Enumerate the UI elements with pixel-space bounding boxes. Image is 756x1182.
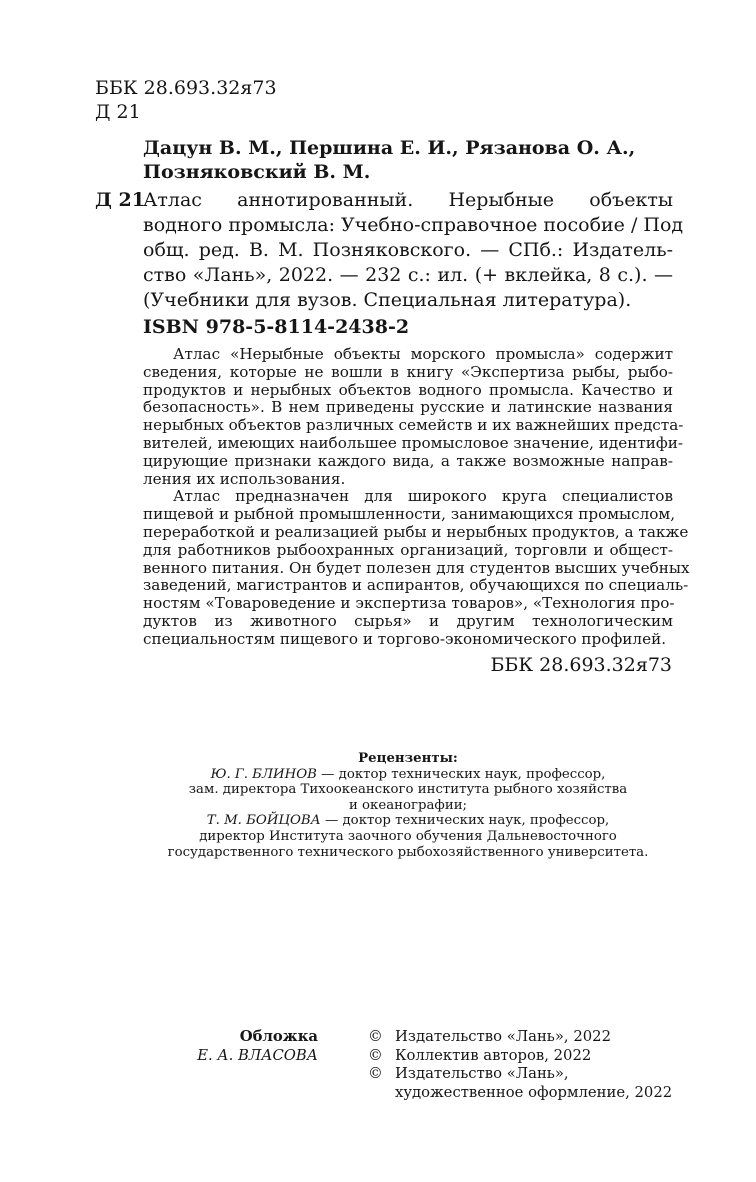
copyright-row [368, 1084, 698, 1103]
isbn: ISBN 978-5-8114-2438-2 [143, 316, 410, 338]
bib-line: Атлас аннотированный. Нерыбные объекты [143, 189, 673, 211]
annotation-line: Атлас «Нерыбные объекты морского промысла» содержит [173, 345, 673, 363]
cover-label: Обложка [239, 1028, 318, 1045]
copyright-row [368, 1065, 698, 1084]
entry-code: Д 21 [95, 189, 145, 211]
annotation-line: дуктов из животного сырья» и другим технологическим [143, 611, 673, 630]
copyright-row [368, 1047, 698, 1066]
annotation-line: продуктов и нерыбных объектов водного промысла. Качество и [143, 380, 673, 399]
reviewer-2 [143, 813, 673, 829]
annotation-line: венного питания. Он будет полезен для студентов высших учебных [143, 558, 690, 577]
bbk-header [95, 76, 277, 124]
bib-line: общ. ред. В. М. Позняковского. — СПб.: Издатель- [143, 239, 673, 261]
reviewer-1-position: зам. директора Тихоокеанского института рыбного хозяйства [188, 782, 628, 798]
reviewer-2-degree: — доктор технических наук, профессор, [320, 813, 610, 829]
bbk-code-top: ББК 28.693.32я73 [95, 77, 277, 99]
annotation-line: нерыбных объектов различных семейств и их важнейших предста- [143, 416, 684, 435]
annotation-line: переработкой и реализацией рыбы и нерыбных продуктов, а также [143, 522, 689, 541]
reviewers-title: Рецензенты: [358, 751, 458, 766]
reviewer-2-name: Т. М. БОЙЦОВА [206, 813, 321, 829]
copyright-text: Коллектив авторов, 2022 [395, 1046, 592, 1064]
annotation-line: заведений, магистрантов и аспирантов, обучающихся по специаль- [143, 576, 689, 595]
annotation [143, 345, 690, 649]
annotation-line: безопасность». В нем приведены русские и латинские названия [143, 398, 673, 417]
reviewer-1-name: Ю. Г. БЛИНОВ [210, 766, 317, 782]
bib-line: ство «Лань», 2022. — 232 с.: ил. (+ вклейка, 8 с.). — [143, 264, 673, 286]
authors [143, 136, 703, 184]
copyright-text: Издательство «Лань», [395, 1065, 569, 1082]
reviewers-block [143, 751, 673, 860]
annotation-line: вителей, имеющих наибольшее промысловое значение, идентифи- [143, 433, 684, 452]
copyright-row [368, 1028, 698, 1047]
cover-designer: Е. А. ВЛАСОВА [197, 1046, 318, 1064]
authors-line: Дацун В. М., Першина Е. И., Рязанова О. А., [143, 137, 636, 159]
authors-line: Позняковский В. М. [143, 161, 371, 183]
copyright-symbol: © [368, 1028, 383, 1045]
annotation-line: сведения, которые не вошли в книгу «Экспертиза рыбы, рыбо- [143, 362, 673, 381]
bib-line: водного промысла: Учебно-справочное пособие / Под [143, 214, 684, 236]
reviewer-1 [143, 767, 673, 783]
reviewer-2-position: директор Института заочного обучения Дальневосточного [199, 828, 617, 844]
copyright-symbol: © [368, 1046, 383, 1064]
bib-line: (Учебники для вузов. Специальная литература). [143, 289, 632, 311]
copyright-text: Издательство «Лань», 2022 [395, 1028, 611, 1045]
copyright-text: художественное оформление, 2022 [395, 1083, 673, 1101]
bibliographic-record [143, 188, 684, 313]
annotation-line: специальностям пищевого и торгово-экономического профилей. [143, 629, 667, 648]
annotation-line: цирующие признаки каждого вида, а также возможные направ- [143, 451, 673, 470]
annotation-line: пищевой и рыбной промышленности, занимающихся промыслом, [143, 505, 676, 524]
annotation-line: ностям «Товароведение и экспертиза товаров», «Технология про- [143, 594, 675, 613]
copyright-block [368, 1028, 698, 1102]
copyright-symbol: © [368, 1065, 383, 1082]
reviewer-1-degree: — доктор технических наук, профессор, [316, 766, 606, 782]
cover-credit [150, 1028, 318, 1065]
reviewer-1-position: и океанографии; [348, 797, 468, 813]
annotation-line: для работников рыбоохранных организаций, торговли и общест- [143, 540, 673, 559]
bbk-code-bottom: ББК 28.693.32я73 [490, 654, 672, 676]
reviewer-2-position: государственного технического рыбохозяйственного университета. [167, 844, 649, 860]
annotation-line: Атлас предназначен для широкого круга специалистов [173, 487, 673, 506]
annotation-line: ления их использования. [143, 469, 346, 488]
udk-code: Д 21 [95, 101, 141, 123]
